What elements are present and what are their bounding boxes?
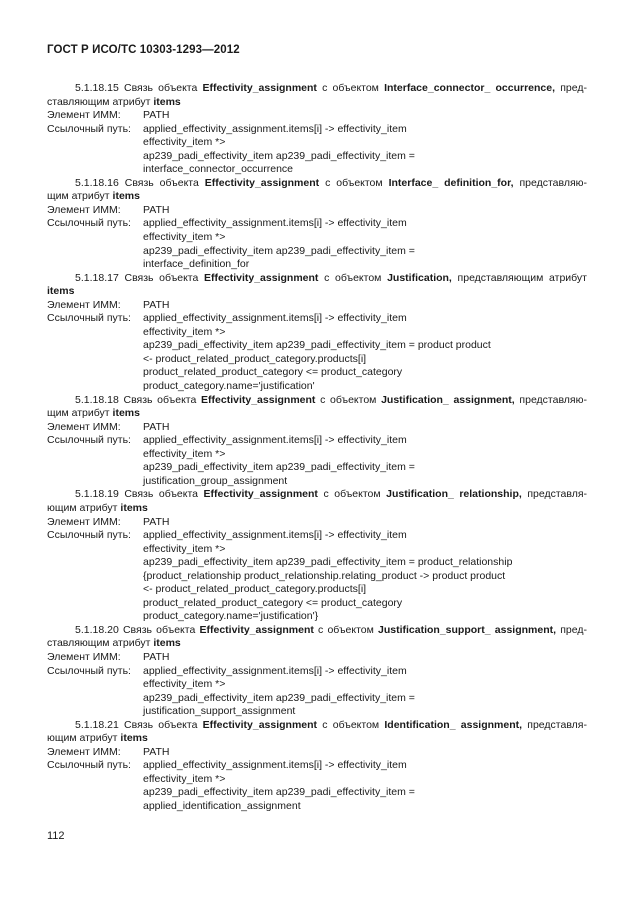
path-line: ap239_padi_effectivity_item ap239_padi_effectivity_item = (143, 461, 415, 474)
path-line: effectivity_item *> (143, 136, 226, 149)
section-heading: 5.1.18.17 Связь объекта Effectivity_assignment с объектом Justification, представляющим атрибут (75, 271, 587, 284)
path-label: Ссылочный путь: (47, 122, 131, 135)
target-entity: Justification_support_ assignment, (378, 623, 557, 636)
path-line: justification_group_assignment (143, 474, 288, 487)
path-line: effectivity_item *> (143, 231, 226, 244)
entity-name: Effectivity_assignment (204, 176, 320, 189)
target-entity: Identification_ assignment, (384, 718, 523, 731)
target-entity: Justification_ relationship, (386, 488, 522, 501)
path-line: ap239_padi_effectivity_item ap239_padi_effectivity_item = (143, 786, 415, 799)
attribute-name: items (120, 501, 148, 514)
standard-code-header: ГОСТ Р ИСО/ТС 10303-1293—2012 (47, 44, 240, 56)
mapping-section (47, 394, 587, 489)
page-number: 112 (47, 830, 65, 842)
path-line: applied_identification_assignment (143, 799, 301, 812)
element-value: PATH (143, 650, 170, 663)
element-label: Элемент ИММ: (47, 745, 121, 758)
section-number: 5.1.18.17 (75, 271, 119, 284)
target-entity: Justification_ assignment, (381, 393, 515, 406)
path-line: interface_connector_occurrence (143, 163, 294, 176)
entity-name: Effectivity_assignment (203, 488, 318, 501)
entity-name: Effectivity_assignment (201, 393, 316, 406)
attribute-name: items (47, 285, 75, 298)
element-label: Элемент ИММ: (47, 203, 121, 216)
path-line: effectivity_item *> (143, 325, 226, 338)
element-row (47, 746, 587, 760)
section-number: 5.1.18.16 (75, 176, 119, 189)
path-label: Ссылочный путь: (47, 529, 131, 542)
path-line: justification_support_assignment (143, 705, 296, 718)
path-label: Ссылочный путь: (47, 312, 131, 325)
entity-name: Effectivity_assignment (204, 271, 319, 284)
element-label: Элемент ИММ: (47, 298, 121, 311)
element-label: Элемент ИММ: (47, 109, 121, 122)
mapping-section (47, 488, 587, 623)
element-label: Элемент ИММ: (47, 650, 121, 663)
entity-name: Effectivity_assignment (202, 718, 318, 731)
document-body (47, 82, 587, 814)
mapping-section (47, 177, 587, 272)
section-heading: 5.1.18.15 Связь объекта Effectivity_assignment с объектом Interface_connector_ occurrence, пред- (75, 82, 587, 94)
path-line: ap239_padi_effectivity_item ap239_padi_effectivity_item = (143, 244, 415, 257)
path-line: effectivity_item *> (143, 678, 226, 691)
path-line: applied_effectivity_assignment.items[i] -> effectivity_item (143, 664, 407, 677)
path-line: applied_effectivity_assignment.items[i] -> effectivity_item (143, 312, 407, 325)
mapping-section (47, 719, 587, 814)
element-row (47, 651, 587, 665)
section-number: 5.1.18.15 (75, 82, 119, 94)
section-number: 5.1.18.19 (75, 488, 119, 501)
section-heading-cont: щим атрибут items (47, 407, 140, 420)
attribute-name: items (153, 95, 181, 108)
section-number: 5.1.18.20 (75, 623, 119, 636)
section-heading: 5.1.18.21 Связь объекта Effectivity_assignment с объектом Identification_ assignment, представля- (75, 718, 587, 731)
entity-name: Effectivity_assignment (202, 82, 317, 94)
element-row (47, 421, 587, 435)
path-line: <- product_related_product_category.products[i] (143, 352, 367, 365)
section-heading: 5.1.18.16 Связь объекта Effectivity_assignment с объектом Interface_ definition_for, представляю- (75, 176, 588, 189)
attribute-name: items (112, 407, 140, 420)
element-value: PATH (143, 109, 170, 122)
path-label: Ссылочный путь: (47, 759, 131, 772)
path-row (47, 217, 587, 231)
element-value: PATH (143, 420, 170, 433)
path-line: <- product_related_product_category.products[i] (143, 583, 367, 596)
entity-name: Effectivity_assignment (199, 623, 314, 636)
attribute-name: items (112, 190, 140, 203)
path-line: effectivity_item *> (143, 447, 226, 460)
section-heading-cont: ющим атрибут items (47, 732, 148, 745)
mapping-section (47, 624, 587, 719)
path-line: {product_relationship product_relationship.relating_product -> product product (143, 569, 506, 582)
element-value: PATH (143, 203, 170, 216)
target-entity: Interface_connector_ occurrence, (384, 82, 556, 94)
element-row (47, 204, 587, 218)
path-line: effectivity_item *> (143, 542, 226, 555)
mapping-section (47, 272, 587, 394)
path-line: ap239_padi_effectivity_item ap239_padi_effectivity_item = (143, 691, 415, 704)
section-heading-cont: ставляющим атрибут items (47, 637, 181, 650)
path-line: applied_effectivity_assignment.items[i] -> effectivity_item (143, 217, 407, 230)
path-line: effectivity_item *> (143, 772, 226, 785)
element-row (47, 109, 587, 123)
target-entity: Interface_ definition_for, (388, 176, 514, 189)
path-row (47, 529, 587, 543)
path-line: applied_effectivity_assignment.items[i] -> effectivity_item (143, 122, 407, 135)
element-value: PATH (143, 298, 170, 311)
element-value: PATH (143, 515, 170, 528)
path-line: product_related_product_category <= product_category (143, 596, 403, 609)
mapping-section (47, 82, 587, 177)
section-heading-cont: щим атрибут items (47, 190, 140, 203)
section-number: 5.1.18.21 (75, 718, 119, 731)
path-label: Ссылочный путь: (47, 434, 131, 447)
path-line: product_category.name='justification' (143, 380, 315, 393)
element-row (47, 299, 587, 313)
path-row (47, 312, 587, 326)
path-line: applied_effectivity_assignment.items[i] -> effectivity_item (143, 434, 407, 447)
path-line: applied_effectivity_assignment.items[i] -> effectivity_item (143, 529, 407, 542)
path-line: interface_definition_for (143, 258, 250, 271)
path-label: Ссылочный путь: (47, 664, 131, 677)
path-row (47, 759, 587, 773)
path-line: ap239_padi_effectivity_item ap239_padi_effectivity_item = product_relationship (143, 556, 513, 569)
path-row (47, 123, 587, 137)
target-entity: Justification, (387, 271, 452, 284)
section-heading-cont: ющим атрибут items (47, 501, 148, 514)
path-label: Ссылочный путь: (47, 217, 131, 230)
section-number: 5.1.18.18 (75, 393, 119, 406)
path-line: ap239_padi_effectivity_item ap239_padi_effectivity_item = (143, 149, 415, 162)
element-value: PATH (143, 745, 170, 758)
section-heading: 5.1.18.18 Связь объекта Effectivity_assignment с объектом Justification_ assignment, представляю- (75, 393, 587, 406)
element-row (47, 516, 587, 530)
section-heading-cont: ставляющим атрибут items (47, 95, 181, 108)
attribute-name: items (120, 732, 148, 745)
path-row (47, 665, 587, 679)
path-line: ap239_padi_effectivity_item ap239_padi_effectivity_item = product product (143, 339, 491, 352)
path-line: product_related_product_category <= product_category (143, 366, 403, 379)
section-heading-cont (47, 285, 587, 299)
attribute-name: items (153, 637, 181, 650)
path-row (47, 434, 587, 448)
path-line: product_category.name='justification'} (143, 610, 319, 623)
section-heading: 5.1.18.20 Связь объекта Effectivity_assignment с объектом Justification_support_ assignment, пред- (75, 623, 587, 636)
element-label: Элемент ИММ: (47, 515, 121, 528)
element-label: Элемент ИММ: (47, 420, 121, 433)
section-heading: 5.1.18.19 Связь объекта Effectivity_assignment с объектом Justification_ relationship, представля- (75, 488, 588, 501)
path-line: applied_effectivity_assignment.items[i] -> effectivity_item (143, 759, 407, 772)
